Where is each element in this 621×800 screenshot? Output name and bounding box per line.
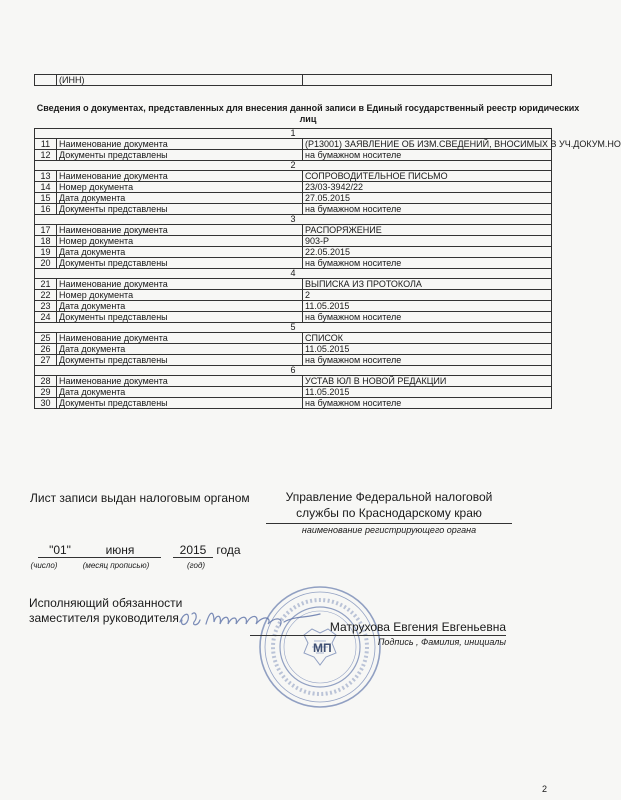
row-field-value: СОПРОВОДИТЕЛЬНОЕ ПИСЬМО	[303, 171, 552, 182]
table-row	[35, 150, 552, 161]
document-group-number: 3	[35, 215, 552, 225]
inn-number-cell	[35, 75, 57, 86]
table-row	[35, 355, 552, 366]
row-field-label: Наименование документа	[57, 171, 303, 182]
row-number: 20	[35, 258, 57, 269]
row-number: 25	[35, 333, 57, 344]
row-number: 30	[35, 398, 57, 409]
row-field-value: на бумажном носителе	[303, 204, 552, 215]
row-number: 21	[35, 279, 57, 290]
document-group-header	[35, 366, 552, 376]
registering-authority: Управление Федеральной налоговой службы по Краснодарскому краю	[266, 489, 512, 524]
row-field-value: УСТАВ ЮЛ В НОВОЙ РЕДАКЦИИ	[303, 376, 552, 387]
date-day-value: "01"	[38, 544, 82, 558]
table-row	[35, 258, 552, 269]
date-year-caption: (год)	[186, 561, 206, 570]
signer-role-line1: Исполняющий обязанности	[29, 596, 183, 610]
document-group-number: 4	[35, 269, 552, 279]
row-field-label: Дата документа	[57, 247, 303, 258]
row-field-value: 23/03-3942/22	[303, 182, 552, 193]
document-group-header	[35, 129, 552, 139]
row-field-value: 22.05.2015	[303, 247, 552, 258]
row-number: 15	[35, 193, 57, 204]
date-year-suffix: года	[216, 543, 241, 557]
table-row	[35, 225, 552, 236]
issued-label: Лист записи выдан налоговым органом	[30, 491, 250, 505]
section-heading: Сведения о документах, представленных для внесения данной записи в Единый государственный реестр юридических лиц	[36, 103, 580, 124]
signer-role	[29, 596, 182, 626]
table-row	[35, 193, 552, 204]
date-month	[75, 543, 165, 558]
document-group-number: 1	[35, 129, 552, 139]
document-group-header	[35, 215, 552, 225]
signer-caption: Подпись , Фамилия, инициалы	[377, 637, 506, 647]
signer-role-line2: заместителя руководителя	[29, 611, 179, 625]
row-field-value: СПИСОК	[303, 333, 552, 344]
table-row	[35, 398, 552, 409]
row-field-value: на бумажном носителе	[303, 258, 552, 269]
row-field-label: Документы представлены	[57, 312, 303, 323]
table-row	[35, 333, 552, 344]
row-number: 14	[35, 182, 57, 193]
row-number: 16	[35, 204, 57, 215]
row-field-value: 11.05.2015	[303, 301, 552, 312]
signer-name: Матрухова Евгения Евгеньевна	[250, 620, 506, 636]
table-row	[35, 387, 552, 398]
row-field-label: Наименование документа	[57, 139, 303, 150]
row-number: 28	[35, 376, 57, 387]
table-row	[35, 171, 552, 182]
date-month-caption: (месяц прописью)	[82, 561, 150, 570]
row-number: 12	[35, 150, 57, 161]
row-number: 29	[35, 387, 57, 398]
row-field-label: Наименование документа	[57, 279, 303, 290]
date-year	[173, 543, 247, 558]
row-field-label: Номер документа	[57, 290, 303, 301]
row-number: 18	[35, 236, 57, 247]
row-field-value: 2	[303, 290, 552, 301]
document-group-header	[35, 161, 552, 171]
inn-label: (ИНН)	[57, 75, 303, 86]
document-group-number: 5	[35, 323, 552, 333]
document-group-header	[35, 269, 552, 279]
row-field-value: 903-Р	[303, 236, 552, 247]
table-row	[35, 182, 552, 193]
table-row	[35, 290, 552, 301]
row-field-label: Наименование документа	[57, 376, 303, 387]
stamp-placeholder-label: МП	[313, 641, 332, 655]
table-row	[35, 236, 552, 247]
table-row	[35, 279, 552, 290]
row-field-value: на бумажном носителе	[303, 150, 552, 161]
row-number: 19	[35, 247, 57, 258]
row-field-value: на бумажном носителе	[303, 398, 552, 409]
row-field-label: Наименование документа	[57, 225, 303, 236]
table-row	[35, 376, 552, 387]
date-month-value: июня	[79, 544, 161, 558]
document-group-number: 2	[35, 161, 552, 171]
row-field-value: 11.05.2015	[303, 344, 552, 355]
inn-value-cell	[303, 75, 552, 86]
row-field-label: Номер документа	[57, 182, 303, 193]
row-field-value: 27.05.2015	[303, 193, 552, 204]
row-field-label: Номер документа	[57, 236, 303, 247]
row-field-value: 11.05.2015	[303, 387, 552, 398]
row-field-label: Дата документа	[57, 387, 303, 398]
row-field-value: на бумажном носителе	[303, 355, 552, 366]
authority-caption: наименование регистрирующего органа	[301, 525, 477, 535]
row-field-label: Дата документа	[57, 193, 303, 204]
row-number: 26	[35, 344, 57, 355]
row-field-label: Документы представлены	[57, 355, 303, 366]
documents-table-body	[35, 128, 621, 409]
row-field-value: на бумажном носителе	[303, 312, 552, 323]
row-field-label: Документы представлены	[57, 398, 303, 409]
inn-row-table	[34, 74, 552, 86]
row-number: 24	[35, 312, 57, 323]
row-field-value: РАСПОРЯЖЕНИЕ	[303, 225, 552, 236]
row-number: 11	[35, 139, 57, 150]
row-field-label: Дата документа	[57, 344, 303, 355]
page-number: 2	[542, 784, 548, 794]
table-row	[35, 312, 552, 323]
table-row	[35, 344, 552, 355]
table-row	[35, 204, 552, 215]
row-number: 23	[35, 301, 57, 312]
document-group-header	[35, 323, 552, 333]
row-field-label: Наименование документа	[57, 333, 303, 344]
row-field-label: Документы представлены	[57, 204, 303, 215]
row-field-value: (Р13001) ЗАЯВЛЕНИЕ ОБ ИЗМ.СВЕДЕНИЙ, ВНОСИМЫХ В УЧ.ДОКУМ.НО	[303, 139, 552, 150]
row-field-value: ВЫПИСКА ИЗ ПРОТОКОЛА	[303, 279, 552, 290]
row-number: 13	[35, 171, 57, 182]
table-row	[35, 247, 552, 258]
table-row	[35, 139, 552, 150]
row-field-label: Дата документа	[57, 301, 303, 312]
documents-table	[34, 128, 621, 409]
row-field-label: Документы представлены	[57, 258, 303, 269]
date-day-caption: (число)	[30, 561, 58, 570]
row-number: 22	[35, 290, 57, 301]
document-group-number: 6	[35, 366, 552, 376]
row-number: 17	[35, 225, 57, 236]
date-year-value: 2015	[173, 544, 213, 558]
row-number: 27	[35, 355, 57, 366]
row-field-label: Документы представлены	[57, 150, 303, 161]
table-row	[35, 301, 552, 312]
